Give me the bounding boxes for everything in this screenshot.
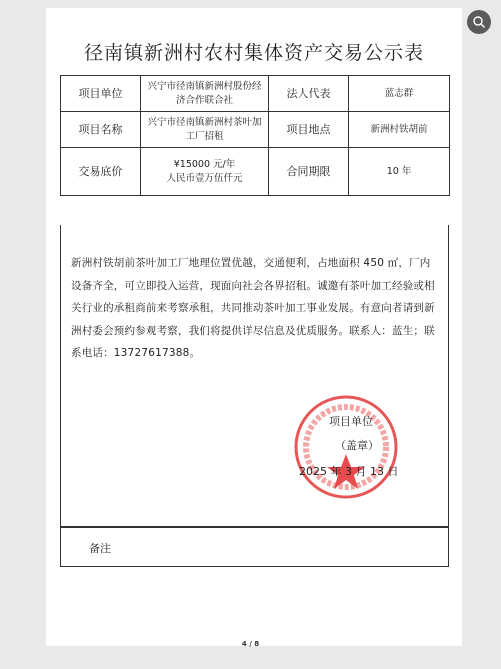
zoom-button[interactable] xyxy=(467,10,491,34)
label-project-unit: 项目单位 xyxy=(61,76,141,112)
label-legal-rep: 法人代表 xyxy=(269,76,349,112)
table-row xyxy=(61,76,450,112)
seal-gaizhang: （盖章） xyxy=(335,439,379,452)
seal-project-unit: 项目单位 xyxy=(329,415,373,428)
zoom-icon xyxy=(472,15,486,29)
label-contract-term: 合同期限 xyxy=(269,148,349,196)
table-row xyxy=(61,112,450,148)
notes-box xyxy=(60,527,449,567)
info-table xyxy=(60,75,450,196)
value-contract-term: 10 年 xyxy=(349,148,450,196)
seal-date: 2025 年 3 月 13 日 xyxy=(299,465,399,478)
value-reserve-price xyxy=(141,148,269,196)
page-indicator: 4 / 8 xyxy=(241,640,260,648)
announcement-text: 新洲村铁胡前茶叶加工厂地理位置优越，交通便利，占地面积 450 ㎡，厂内设备齐全，可立即投入运营，现面向社会各界招租。诚邀有茶叶加工经验或相关行业的承租商前来考察承租，共同推动茶叶加工事业发展。有意向者请到新洲村委会预约参观考察，我们将提供详尽信息及优质服务。联系人：蓝生；联系电话：13727617388。 xyxy=(71,257,435,359)
notes-label: 备注 xyxy=(89,542,111,555)
value-legal-rep: 蓝志群 xyxy=(349,76,450,112)
table-row xyxy=(61,148,450,196)
value-project-name: 兴宁市径南镇新洲村茶叶加工厂招租 xyxy=(141,112,269,148)
value-project-location: 新洲村铁胡前 xyxy=(349,112,450,148)
document-page xyxy=(46,8,462,646)
label-project-name: 项目名称 xyxy=(61,112,141,148)
label-project-location: 项目地点 xyxy=(269,112,349,148)
reserve-price-amount: ¥15000 元/年 xyxy=(173,158,236,170)
value-project-unit: 兴宁市径南镇新洲村股份经济合作联合社 xyxy=(141,76,269,112)
reserve-price-words: 人民币壹万伍仟元 xyxy=(166,172,243,184)
document-title: 径南镇新洲村农村集体资产交易公示表 xyxy=(83,42,424,64)
label-reserve-price: 交易底价 xyxy=(61,148,141,196)
